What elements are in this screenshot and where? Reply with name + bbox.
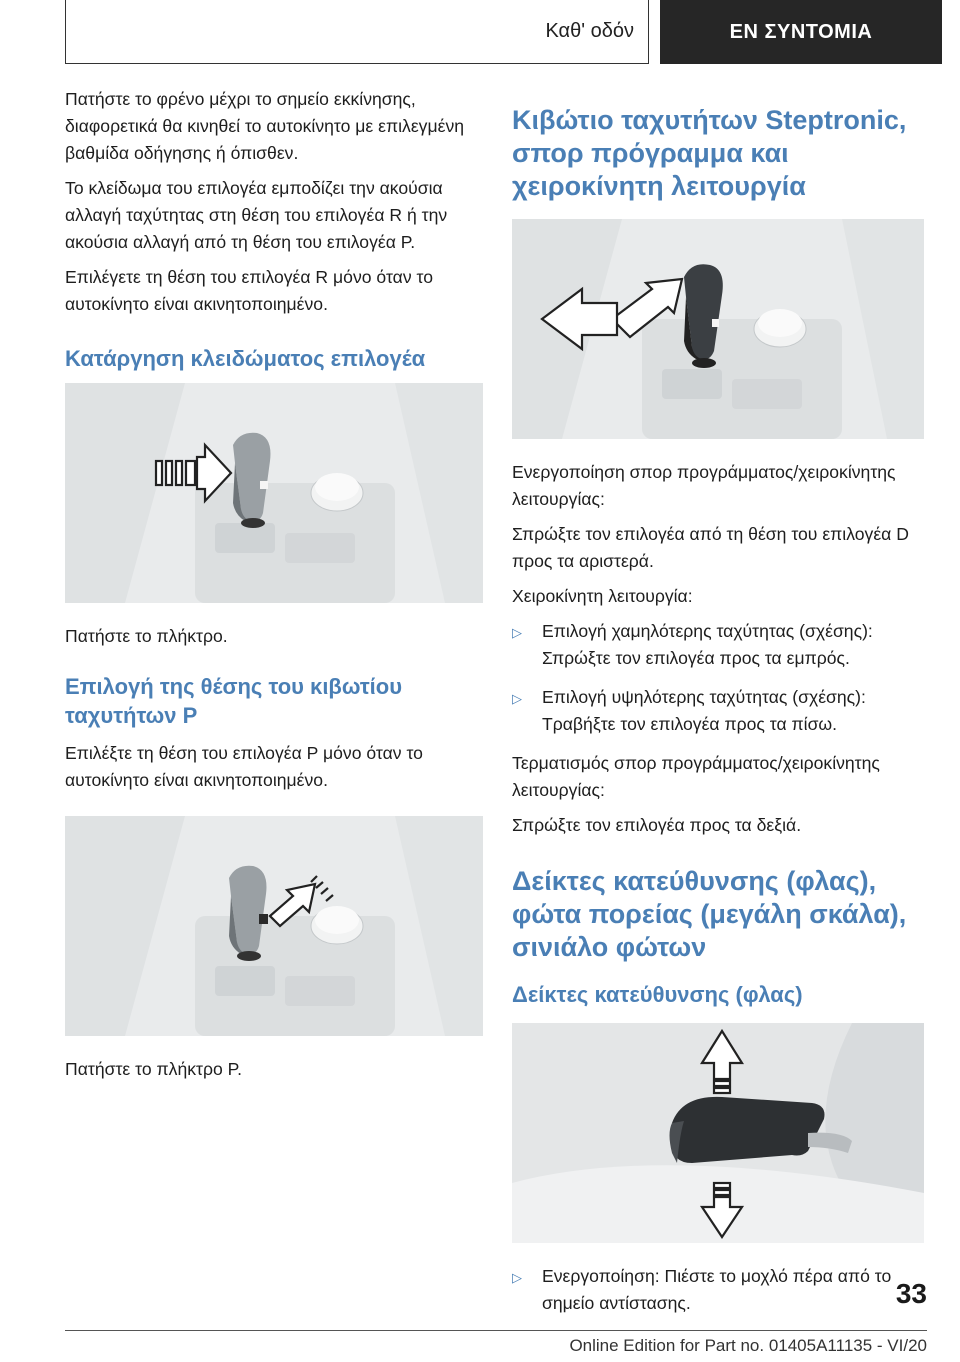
paragraph: Σπρώξτε τον επιλογέα από τη θέση του επιλογέα D προς τα αριστερά. (512, 524, 909, 571)
triangle-bullet-icon: ▷ (512, 691, 522, 706)
right-column (512, 104, 924, 1329)
paragraph: Επιλέξτε τη θέση του επιλογέα P μόνο όταν το αυτοκίνητο είναι ακινητοποιημένο. (65, 743, 423, 790)
paragraph: Τερματισμός σπορ προγράμματος/χειροκίνητης λειτουργίας: (512, 753, 880, 800)
paragraph: Πατήστε το φρένο μέχρι το σημείο εκκίνησης, διαφορετικά θα κινηθεί το αυτοκίνητο με επιλεγμένη βαθμίδα οδήγησης ή όπισθεν. (65, 89, 465, 163)
chapter-tab-label: ΕΝ ΣΥΝΤΟΜΙΑ (729, 20, 873, 43)
section-title: Δείκτες κατεύθυνσης (φλας), φώτα πορείας (μεγάλη σκάλα), σινιάλο φώτων (512, 866, 907, 962)
paragraph: Επιλέγετε τη θέση του επιλογέα R μόνο όταν το αυτοκίνητο είναι ακινητοποιημένο. (65, 267, 433, 314)
park-button-illustration (65, 816, 483, 1036)
triangle-bullet-icon: ▷ (512, 1270, 522, 1285)
paragraph: Το κλείδωμα του επιλογέα εμποδίζει την ακούσια αλλαγή ταχύτητας στη θέση του επιλογέα R ή την ακούσια αλλαγή από τη θέση του επιλογέα P. (65, 178, 448, 252)
turn-signal-lever-illustration (512, 1023, 924, 1243)
paragraph: Σπρώξτε τον επιλογέα προς τα δεξιά. (512, 815, 802, 835)
section-tab-label: Καθ' οδόν (545, 20, 634, 42)
footer-divider (65, 1330, 927, 1331)
paragraph: Ενεργοποίηση σπορ προγράμματος/χειροκίνητης λειτουργίας: (512, 462, 896, 509)
section-tab[interactable] (65, 0, 649, 64)
list-item (512, 618, 924, 672)
triangle-bullet-icon: ▷ (512, 625, 522, 640)
edition-note: Online Edition for Part no. 01405A11135 - VI/20 (569, 1336, 927, 1355)
list-item (512, 1263, 924, 1317)
bullet-list (512, 618, 924, 738)
section-heading: Επιλογή της θέσης του κιβωτίου ταχυτήτων P (65, 674, 403, 728)
section-title: Κιβώτιο ταχυτήτων Steptronic, σπορ πρόγραμμα και χειροκίνητη λειτουργία (512, 105, 907, 201)
section-heading: Δείκτες κατεύθυνσης (φλας) (512, 982, 803, 1007)
chapter-tab[interactable] (660, 0, 942, 64)
list-item-text: Επιλογή υψηλότερης ταχύτητας (σχέσης): Τραβήξτε τον επιλογέα προς τα πίσω. (542, 687, 866, 734)
list-item-text: Επιλογή χαμηλότερης ταχύτητας (σχέσης): Σπρώξτε τον επιλογέα προς τα εμπρός. (542, 621, 873, 668)
paragraph: Χειροκίνητη λειτουργία: (512, 586, 693, 606)
left-column (65, 86, 483, 1091)
list-item (512, 684, 924, 738)
list-item-text: Ενεργοποίηση: Πιέστε το μοχλό πέρα από το σημείο αντίστασης. (542, 1266, 892, 1313)
steptronic-selector-illustration (512, 219, 924, 439)
gear-selector-unlock-illustration (65, 383, 483, 603)
page-number: 33 (895, 1278, 927, 1309)
bullet-list (512, 1263, 924, 1317)
figure-caption: Πατήστε το πλήκτρο P. (65, 1059, 243, 1079)
section-heading: Κατάργηση κλειδώματος επιλογέα (65, 346, 426, 371)
figure-caption: Πατήστε το πλήκτρο. (65, 626, 228, 646)
